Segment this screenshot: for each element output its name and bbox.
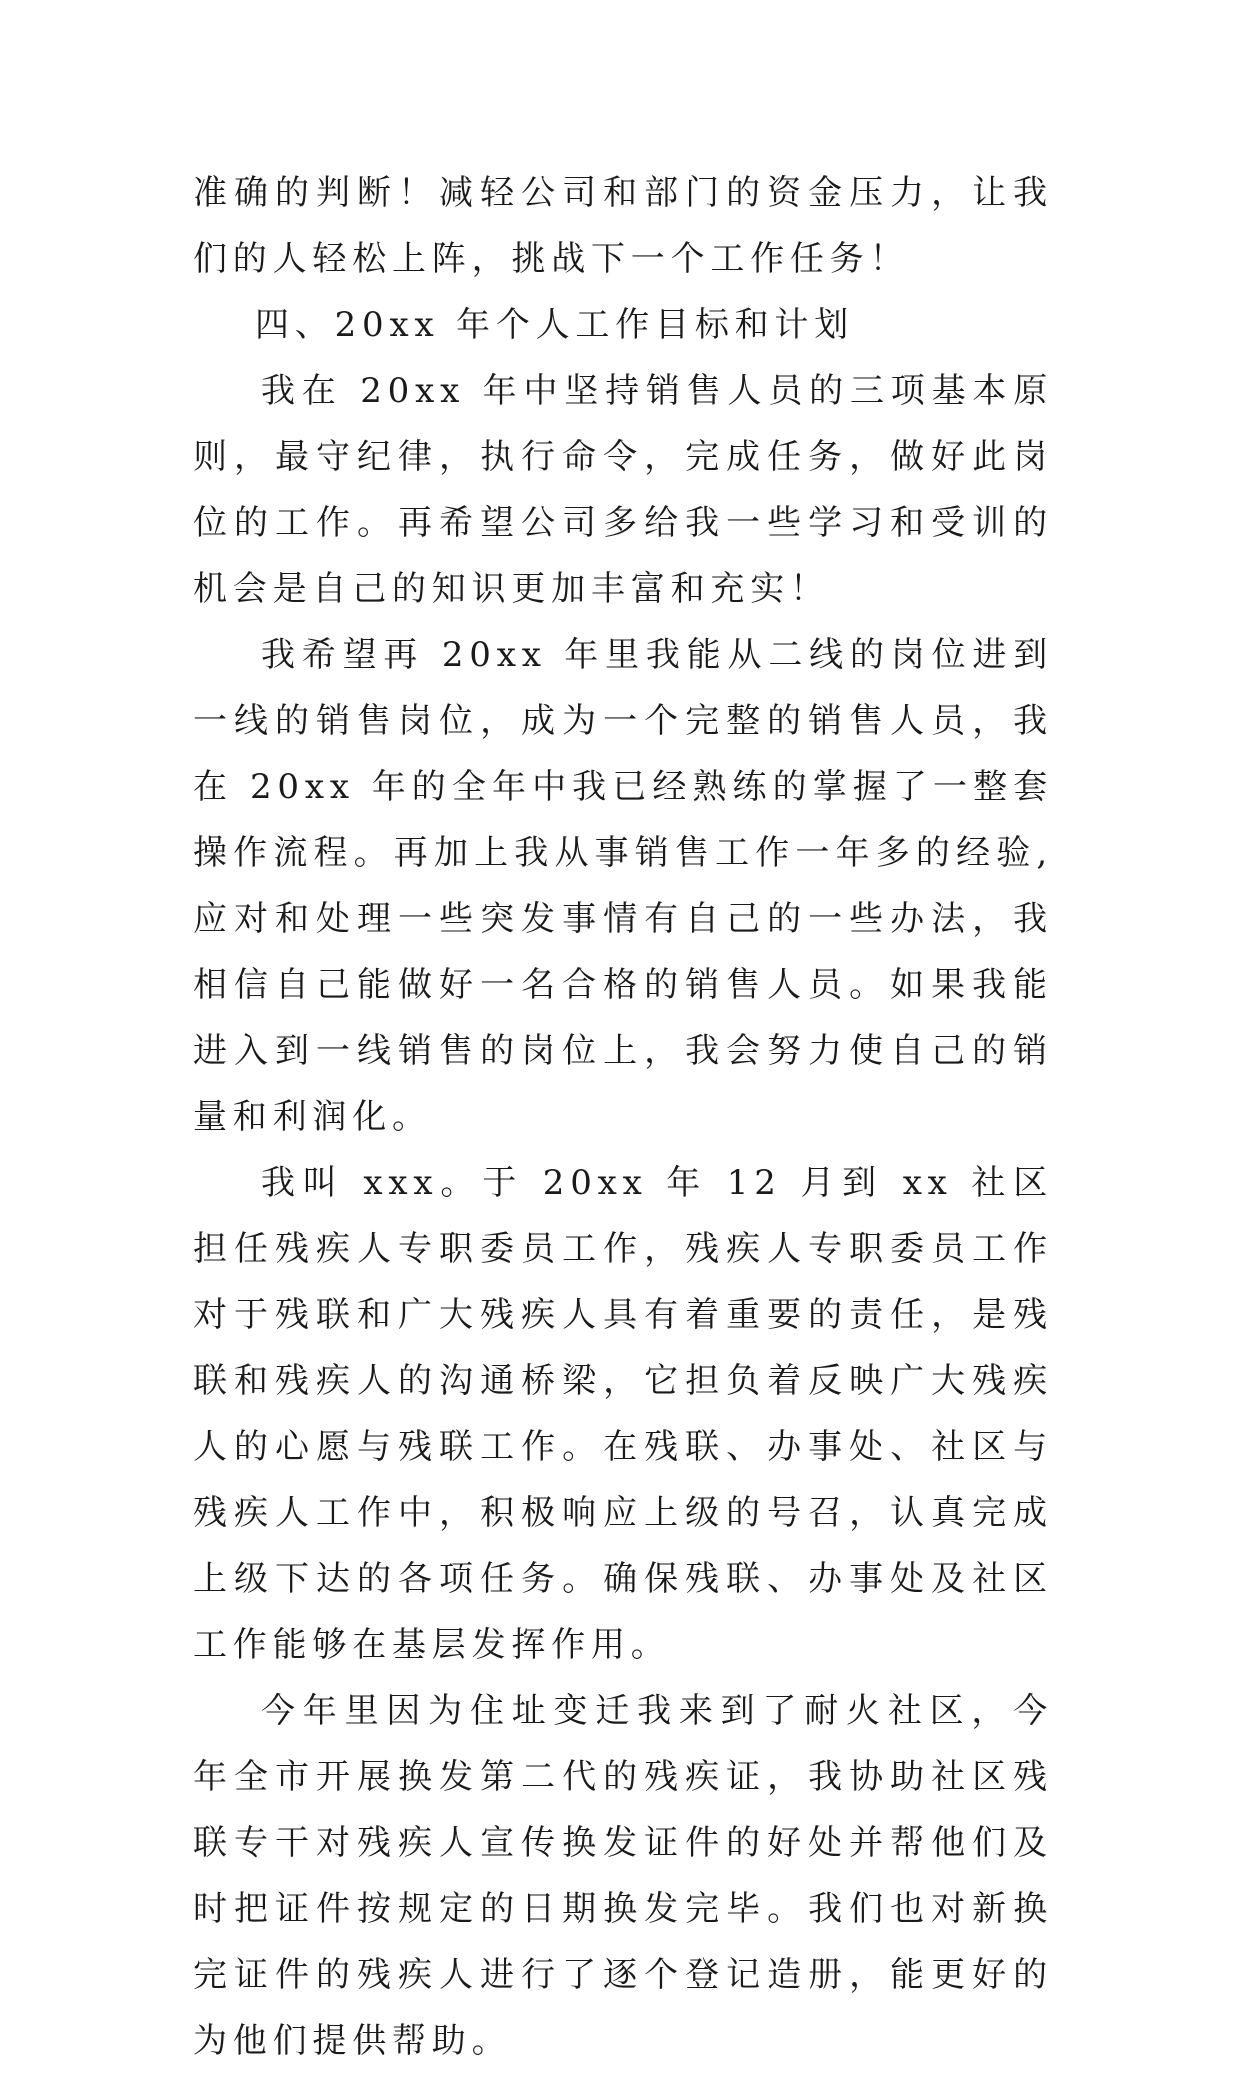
document-page bbox=[193, 160, 1053, 2074]
paragraph: 我叫 xxx。于 20xx 年 12 月到 xx 社区担任残疾人专职委员工作，残疾人专职委员工作对于残联和广大残疾人具有着重要的责任，是残联和残疾人的沟通桥梁，它担负着反映广大残疾人的心愿与残联工作。在残联、办事处、社区与残疾人工作中，积极响应上级的号召，认真完成上级下达的各项任务。确保残联、办事处及社区工作能够在基层发挥作用。 bbox=[193, 1163, 1053, 1665]
paragraph: 今年里因为住址变迁我来到了耐火社区，今年全市开展换发第二代的残疾证，我协助社区残联专干对残疾人宣传换发证件的好处并帮他们及时把证件按规定的日期换发完毕。我们也对新换完证件的残疾人进行了逐个登记造册，能更好的为他们提供帮助。 bbox=[193, 1691, 1053, 2061]
paragraph-continuation: 准确的判断！减轻公司和部门的资金压力，让我们的人轻松上阵，挑战下一个工作任务！ bbox=[193, 173, 1053, 279]
section-heading: 四、20xx 年个人工作目标和计划 bbox=[255, 305, 855, 345]
paragraph: 我在 20xx 年中坚持销售人员的三项基本原则，最守纪律，执行命令，完成任务，做好此岗位的工作。再希望公司多给我一些学习和受训的机会是自己的知识更加丰富和充实！ bbox=[193, 371, 1053, 609]
paragraph: 我希望再 20xx 年里我能从二线的岗位进到一线的销售岗位，成为一个完整的销售人员，我在 20xx 年的全年中我已经熟练的掌握了一整套操作流程。再加上我从事销售工作一年多的经验,应对和处理一些突发事情有自己的一些办法，我相信自己能做好一名合格的销售人员。如果我能进入到一线销售的岗位上，我会努力使自己的销量和利润化。 bbox=[193, 635, 1053, 1137]
